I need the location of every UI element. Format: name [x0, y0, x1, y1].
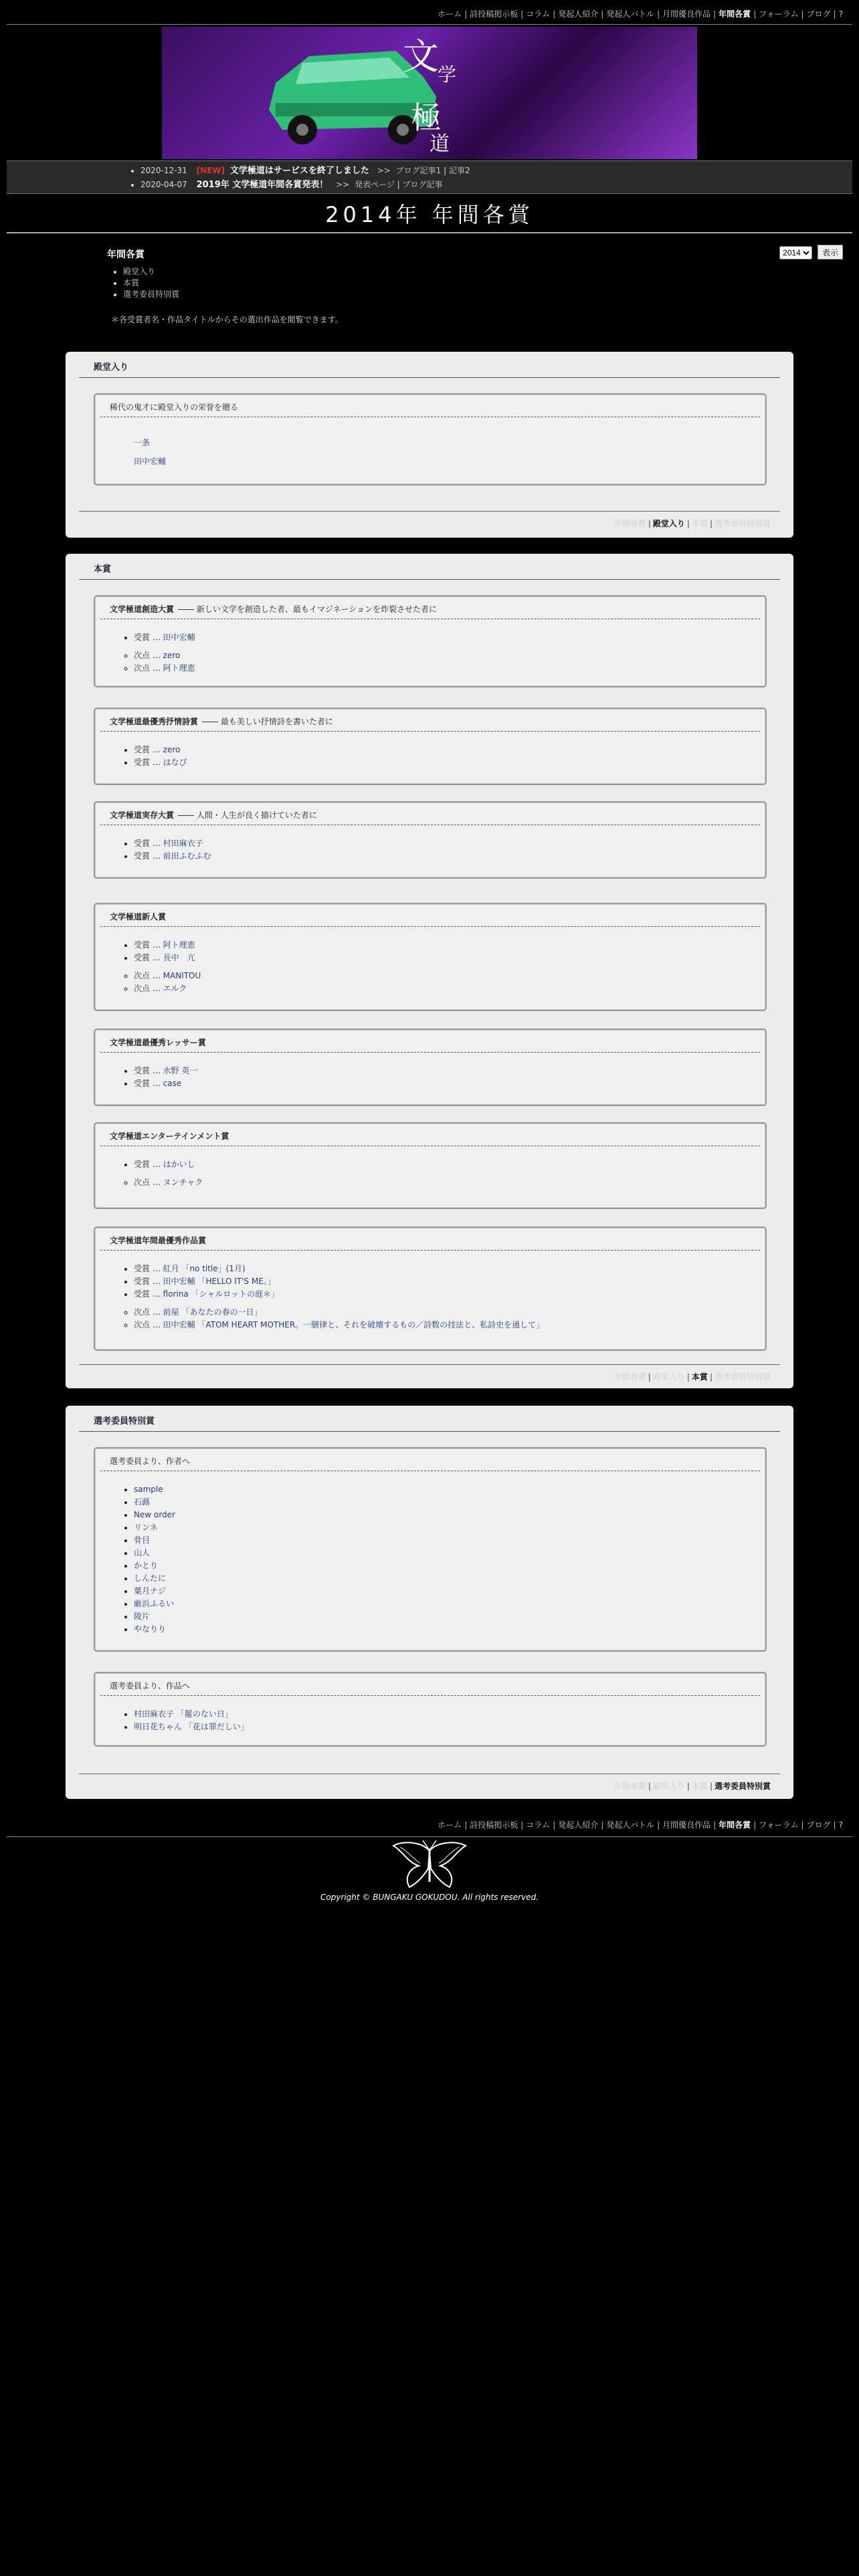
footer-separator: |: [709, 1372, 712, 1382]
award-heading: [100, 395, 760, 417]
winners-list: [95, 837, 765, 863]
list-item: [134, 744, 765, 756]
footer-separator: |: [648, 1782, 651, 1791]
list-item: [134, 1077, 765, 1090]
award-box: [94, 1672, 767, 1747]
award-role: 受賞 …: [134, 1160, 163, 1169]
award-name: 文学極道最優秀レッサー賞: [110, 1038, 206, 1047]
nav-link[interactable]: フォーラム: [759, 9, 799, 19]
person-link[interactable]: 前屋 「あなたの春の一日」: [163, 1307, 262, 1317]
nav-link[interactable]: 月間優良作品: [662, 9, 711, 19]
list-item: [134, 452, 765, 471]
person-link[interactable]: 田中宏輔: [163, 633, 195, 642]
award-box: [94, 801, 767, 879]
person-link[interactable]: 骨目: [134, 1535, 151, 1545]
year-form: [779, 245, 843, 259]
list-item: [134, 662, 765, 675]
section-link-main-award[interactable]: 本賞: [123, 278, 140, 288]
panel-title: 本賞: [94, 564, 112, 574]
award-role: 受賞 …: [134, 839, 163, 848]
list-item: [134, 1483, 765, 1496]
nav-link[interactable]: ブログ: [806, 1820, 831, 1830]
list-item: [134, 1623, 765, 1636]
award-description: ―― 新しい文学を創造した者、最もイマジネーションを炸裂させた者に: [178, 605, 437, 614]
list-item: [134, 1263, 765, 1275]
list-item: [134, 1306, 765, 1319]
news-link[interactable]: ブログ記事: [402, 180, 443, 189]
nav-link[interactable]: ホーム: [438, 1820, 462, 1830]
news-bar: [7, 160, 852, 194]
person-link[interactable]: 阿ト理恵: [163, 940, 195, 950]
banner-title-char: 文: [403, 35, 439, 78]
runners-list: [95, 970, 765, 995]
runners-list: [95, 1176, 765, 1189]
section-nav-item: [123, 266, 343, 278]
award-name: 文学極道エンターテインメント賞: [110, 1132, 229, 1141]
award-heading: [100, 1030, 760, 1053]
list-item: [134, 1585, 765, 1598]
award-role: 受賞 …: [134, 758, 163, 767]
person-link[interactable]: はなび: [163, 758, 187, 767]
award-role: 次点 …: [134, 1178, 163, 1187]
person-link[interactable]: 長中 亢: [163, 953, 195, 962]
list-item: [134, 1275, 765, 1288]
nav-link[interactable]: 月間優良作品: [662, 1820, 711, 1830]
person-link[interactable]: New order: [134, 1510, 175, 1519]
nav-separator: |: [601, 1820, 604, 1830]
footer-nav-link[interactable]: 本賞: [691, 519, 708, 528]
runners-list: [95, 649, 765, 675]
list-item: [134, 1509, 765, 1521]
nav-link[interactable]: ブログ: [806, 9, 831, 19]
person-link[interactable]: sample: [134, 1485, 163, 1494]
award-role: 受賞 …: [134, 1079, 163, 1088]
nav-link[interactable]: コラム: [526, 1820, 551, 1830]
winners-list: [95, 1158, 765, 1171]
award-name: 文学極道最優秀抒情詩賞: [110, 717, 199, 726]
award-role: 次点 …: [134, 1320, 163, 1329]
news-item: • 2020-12-31 [NEW] 文学極道はサービスを終了しました >> ブログ記事1 | 記事2: [140, 164, 852, 178]
person-link[interactable]: かとり: [134, 1561, 159, 1570]
list-item: [134, 939, 765, 952]
award-box: [94, 1029, 767, 1106]
person-link[interactable]: 一条: [134, 438, 151, 447]
footer-divider: [7, 1836, 852, 1837]
award-role: 受賞 …: [134, 940, 163, 950]
nav-separator: |: [464, 9, 468, 19]
list-item: [134, 952, 765, 964]
list-item: [134, 982, 765, 995]
person-link[interactable]: はかいし: [163, 1160, 195, 1169]
person-link[interactable]: 前田ふむふむ: [163, 851, 211, 861]
title-divider: [7, 232, 852, 233]
person-link[interactable]: 厳浜ふるい: [134, 1599, 175, 1608]
section-link-special-award[interactable]: 選考委員特別賞: [123, 290, 180, 299]
nav-separator: |: [553, 1820, 556, 1830]
award-heading: [100, 597, 760, 619]
panel-title: 選考委員特別賞: [94, 1416, 155, 1426]
news-arrow: >>: [377, 166, 391, 175]
footer-nav-link[interactable]: 選考委員特別賞: [714, 519, 771, 528]
top-navigation: [438, 8, 843, 19]
list-item: [134, 1610, 765, 1623]
news-headline[interactable]: 2019年 文学極道年間各賞発表！: [196, 180, 328, 190]
award-name: 文学極道新人賞: [110, 912, 167, 922]
panel-footer-nav: [614, 1371, 771, 1382]
news-date: 2020-04-07: [140, 180, 187, 189]
footer-separator: |: [686, 519, 690, 528]
person-link[interactable]: 村田麻衣子: [163, 839, 203, 848]
footer-separator: |: [648, 1372, 651, 1382]
year-select[interactable]: [779, 246, 812, 259]
winners-list: [95, 744, 765, 769]
nav-link[interactable]: 年間各賞: [719, 1820, 751, 1830]
list-item: [134, 1158, 765, 1171]
news-link[interactable]: 記事2: [448, 166, 470, 175]
nav-separator: |: [801, 9, 804, 19]
nav-separator: |: [657, 9, 660, 19]
footer-separator: |: [648, 519, 651, 528]
winners-list: [95, 1263, 765, 1301]
panel-footer-divider: [79, 1364, 780, 1365]
person-link[interactable]: 紅月 「no title」(1月): [163, 1264, 246, 1273]
banner-title-char: 道: [430, 132, 450, 156]
list-item: [134, 631, 765, 644]
section-note: ＊各受賞者名・作品タイトルからその選出作品を閲覧できます。: [111, 315, 343, 324]
list-item: [134, 1547, 765, 1560]
award-role: 受賞 …: [134, 1264, 163, 1273]
award-box: [94, 393, 767, 486]
nav-separator: |: [833, 1820, 836, 1830]
award-box: [94, 1226, 767, 1351]
award-role: 次点 …: [134, 651, 163, 660]
award-name: 文学極道創造大賞: [110, 605, 175, 614]
award-heading: [100, 1448, 760, 1471]
header-divider: [7, 24, 852, 25]
list-item: [134, 433, 765, 452]
person-link[interactable]: 山人: [134, 1548, 151, 1558]
footer-separator: |: [686, 1782, 690, 1791]
nav-separator: |: [713, 1820, 717, 1830]
person-link[interactable]: ヌンチャク: [163, 1178, 203, 1187]
award-role: 次点 …: [134, 1307, 163, 1317]
list-item: [134, 837, 765, 850]
section-link-hall-of-fame[interactable]: 殿堂入り: [123, 267, 156, 276]
winners-list: [95, 1065, 765, 1090]
award-role: 受賞 …: [134, 1066, 163, 1075]
award-role: 受賞 …: [134, 953, 163, 962]
nav-link[interactable]: ?: [838, 1820, 843, 1830]
award-description: ―― 人間・人生が良く描けていた者に: [178, 811, 317, 820]
list-item: [134, 756, 765, 769]
footer-nav-link[interactable]: 選考委員特別賞: [714, 1372, 771, 1382]
person-link[interactable]: 田中宏輔 「ATOM HEART MOTHER。一膳律と、それを破壊するもの／詩数の技法と、私詩史を通して」: [163, 1320, 545, 1329]
person-link[interactable]: 水野 英一: [163, 1066, 198, 1075]
footer-nav-link[interactable]: 年間各賞: [613, 1372, 646, 1382]
person-link[interactable]: 阿ト理恵: [163, 663, 195, 673]
person-link[interactable]: 葉月ナジ: [134, 1586, 166, 1596]
list-item: [134, 1721, 765, 1733]
panel-footer-nav: [614, 518, 771, 529]
panel-title-divider: [79, 579, 780, 580]
nav-link[interactable]: 発起人紹介: [558, 1820, 599, 1830]
award-heading: [100, 1673, 760, 1696]
award-heading: [100, 1123, 760, 1146]
main-awards-panel: [66, 554, 793, 1388]
list-item: [134, 970, 765, 982]
award-heading-text: 稀代の鬼才に殿堂入りの栄誉を贈る: [110, 403, 239, 412]
person-link[interactable]: 陵片: [134, 1612, 151, 1621]
butterfly-logo-icon: [389, 1839, 470, 1891]
person-link[interactable]: やなりり: [134, 1624, 167, 1634]
award-name: 文学極道実存大賞: [110, 811, 175, 820]
footer-separator: |: [709, 1782, 712, 1791]
person-link[interactable]: 田中宏輔: [134, 457, 167, 466]
award-box: [94, 595, 767, 687]
copyright-text: Copyright © BUNGAKU GOKUDOU. All rights reserved.: [320, 1893, 539, 1902]
nav-link[interactable]: コラム: [526, 9, 551, 19]
award-heading: [100, 904, 760, 927]
award-role: 次点 …: [134, 663, 163, 673]
award-heading-text: 選考委員より、作者へ: [110, 1457, 191, 1466]
list-item: [134, 1572, 765, 1585]
person-link[interactable]: zero: [163, 745, 181, 754]
list-item: [134, 1319, 765, 1331]
award-heading-text: 選考委員より、作品へ: [110, 1681, 191, 1691]
section-nav-item: [123, 289, 343, 300]
nav-separator: |: [801, 1820, 804, 1830]
nav-separator: |: [753, 9, 757, 19]
award-heading: [100, 709, 760, 732]
section-nav-heading: 年間各賞: [107, 249, 145, 260]
bottom-navigation: [438, 1819, 843, 1830]
nav-separator: |: [753, 1820, 757, 1830]
work-link[interactable]: 明日花ちゃん 「花は罪だしい」: [134, 1722, 249, 1731]
runners-list: [95, 1306, 765, 1331]
person-link[interactable]: エルク: [163, 984, 187, 993]
news-link[interactable]: 発表ページ: [355, 180, 395, 189]
award-box: [94, 1122, 767, 1209]
award-role: 受賞 …: [134, 1277, 163, 1286]
nav-link[interactable]: ホーム: [438, 9, 462, 19]
nav-separator: |: [520, 1820, 524, 1830]
panel-title: 殿堂入り: [94, 362, 129, 372]
award-role: 次点 …: [134, 971, 163, 980]
award-role: 受賞 …: [134, 633, 163, 642]
site-banner[interactable]: [162, 27, 697, 159]
footer-nav-link[interactable]: 殿堂入り: [652, 1372, 685, 1382]
nav-link[interactable]: フォーラム: [759, 1820, 799, 1830]
person-link[interactable]: リンネ: [134, 1523, 158, 1532]
work-link[interactable]: 村田麻衣子 「罷のない日」: [134, 1709, 233, 1719]
list-item: [134, 1065, 765, 1077]
nav-link[interactable]: 発起人バトル: [606, 9, 655, 19]
person-link[interactable]: MANITOU: [163, 971, 201, 980]
nav-link[interactable]: ?: [838, 9, 843, 19]
person-link[interactable]: case: [163, 1079, 182, 1088]
nav-separator: |: [833, 9, 836, 19]
nav-link[interactable]: 詩投稿掲示板: [470, 9, 518, 19]
banner-title-char: 学: [438, 64, 457, 86]
news-date: 2020-12-31: [140, 166, 187, 175]
section-nav-item: [123, 278, 343, 289]
award-heading: [100, 1228, 760, 1251]
list-item: [134, 1496, 765, 1509]
winners-list: [95, 939, 765, 964]
nav-link[interactable]: 詩投稿掲示板: [470, 1820, 518, 1830]
footer-nav-link[interactable]: 殿堂入り: [652, 519, 685, 528]
person-link[interactable]: 田中宏輔 「HELLO IT'S ME。」: [163, 1277, 276, 1286]
panel-footer-nav: [614, 1780, 771, 1792]
list-item: [134, 1560, 765, 1572]
nav-separator: |: [657, 1820, 660, 1830]
list-item: [134, 1288, 765, 1301]
award-box: [94, 1447, 767, 1652]
footer-nav-link[interactable]: 本賞: [691, 1782, 708, 1791]
award-heading: [100, 802, 760, 825]
person-link[interactable]: zero: [163, 651, 181, 660]
list-item: [134, 850, 765, 863]
page-title: 2014年 年間各賞: [325, 202, 534, 227]
footer-nav-link[interactable]: 殿堂入り: [652, 1782, 685, 1791]
nav-separator: |: [464, 1820, 468, 1830]
list-item: [134, 649, 765, 662]
authors-list: [95, 1483, 765, 1636]
footer-nav-link[interactable]: 本賞: [691, 1372, 708, 1382]
list-item: [134, 1176, 765, 1189]
news-headline[interactable]: 文学極道はサービスを終了しました: [229, 166, 369, 176]
footer-nav-link[interactable]: 年間各賞: [613, 519, 646, 528]
list-item: [134, 1598, 765, 1610]
panel-title-divider: [79, 377, 780, 378]
panel-title-divider: [79, 1431, 780, 1432]
footer-nav-link[interactable]: 年間各賞: [613, 1782, 646, 1791]
news-item: • 2020-04-07 2019年 文学極道年間各賞発表！ >> 発表ページ | ブログ記事: [140, 178, 852, 192]
panel-footer-divider: [79, 511, 780, 512]
list-item: [134, 1534, 765, 1547]
footer-separator: |: [709, 519, 712, 528]
award-name: 文学極道年間最優秀作品賞: [110, 1236, 207, 1245]
winners-list: [95, 631, 765, 644]
hall-of-fame-panel: [66, 352, 793, 538]
nav-separator: |: [520, 9, 524, 19]
award-role: 受賞 …: [134, 1289, 163, 1299]
banner-title-char: 極: [411, 100, 442, 136]
list-item: [134, 1708, 765, 1721]
award-role: 次点 …: [134, 984, 163, 993]
news-arrow: >>: [336, 180, 350, 189]
person-link[interactable]: florina 「シャルロットの庭＊」: [163, 1289, 280, 1299]
award-role: 受賞 …: [134, 745, 163, 754]
nav-link[interactable]: 年間各賞: [719, 9, 751, 19]
footer-nav-link[interactable]: 選考委員特別賞: [714, 1782, 771, 1791]
nav-separator: |: [601, 9, 604, 19]
nav-link[interactable]: 発起人紹介: [558, 9, 599, 19]
nav-link[interactable]: 発起人バトル: [606, 1820, 655, 1830]
news-link[interactable]: ブログ記事1: [395, 166, 442, 175]
award-description: ―― 最も美しい抒情詩を書いた者に: [202, 717, 333, 726]
award-box: [94, 903, 767, 1011]
special-awards-panel: [66, 1406, 793, 1799]
works-list: [95, 1708, 765, 1733]
show-button[interactable]: 表示: [818, 245, 843, 259]
section-navigation: [107, 247, 343, 325]
person-link[interactable]: しんたに: [134, 1574, 167, 1583]
person-link[interactable]: 石蕗: [134, 1497, 151, 1507]
award-role: 受賞 …: [134, 851, 163, 861]
nav-separator: |: [713, 9, 717, 19]
new-badge: [NEW]: [196, 166, 225, 175]
list-item: [134, 1521, 765, 1534]
nav-separator: |: [553, 9, 556, 19]
award-box: [94, 708, 767, 785]
footer-separator: |: [686, 1372, 690, 1382]
